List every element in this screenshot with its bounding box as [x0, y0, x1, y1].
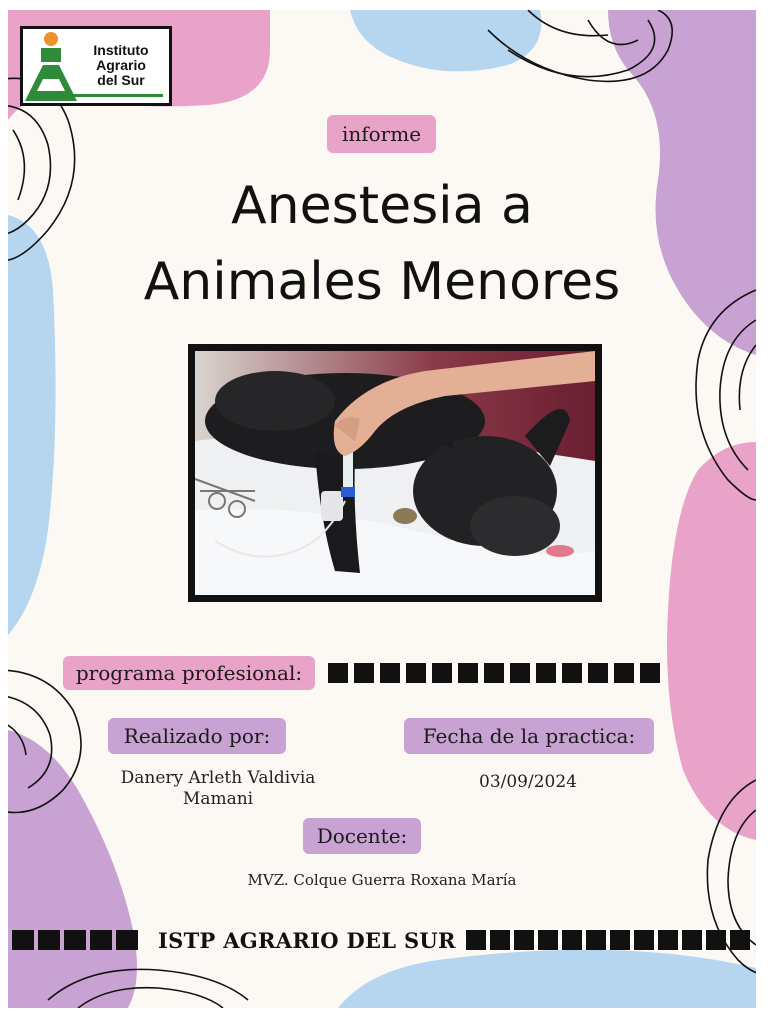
redaction-block	[510, 663, 530, 683]
footer-institution: ISTP AGRARIO DEL SUR	[158, 928, 456, 953]
author-name-line-1: Danery Arleth Valdivia	[120, 768, 316, 788]
logo-strip	[29, 94, 163, 97]
program-value-redacted	[328, 663, 660, 683]
redaction-block	[380, 663, 400, 683]
redaction-block	[538, 930, 558, 950]
redaction-block	[406, 663, 426, 683]
redaction-block	[354, 663, 374, 683]
redaction-block	[586, 930, 606, 950]
redaction-block	[562, 930, 582, 950]
author-name	[88, 768, 348, 810]
redaction-block	[514, 930, 534, 950]
redaction-block	[12, 930, 34, 950]
title-line-2: Animales Menores	[143, 252, 621, 312]
cover-page	[8, 10, 756, 1008]
footer-right-blocks	[466, 930, 750, 950]
redaction-block	[536, 663, 556, 683]
author-label: Realizado por:	[108, 718, 286, 754]
redaction-block	[640, 663, 660, 683]
cover-photo	[188, 344, 602, 602]
logo-line-1: Instituto	[93, 42, 149, 58]
redaction-block	[38, 930, 60, 950]
dog-anesthesia-photo-icon	[195, 351, 595, 595]
author-name-line-2: Mamani	[182, 789, 254, 809]
redaction-block	[562, 663, 582, 683]
redaction-block	[610, 930, 630, 950]
logo-text	[81, 43, 161, 88]
pink-blob-right	[667, 442, 756, 840]
redaction-block	[706, 930, 726, 950]
program-label: programa profesional:	[63, 656, 315, 690]
redaction-block	[116, 930, 138, 950]
redaction-block	[90, 930, 112, 950]
logo-line-3: del Sur	[97, 72, 145, 88]
logo-line-2: Agrario	[96, 57, 146, 73]
redaction-block	[682, 930, 702, 950]
teacher-label: Docente:	[303, 818, 421, 854]
redaction-block	[588, 663, 608, 683]
redaction-block	[328, 663, 348, 683]
redaction-block	[730, 930, 750, 950]
redaction-block	[458, 663, 478, 683]
date-label: Fecha de la practica:	[404, 718, 654, 754]
institute-logo	[20, 26, 172, 106]
redaction-block	[490, 930, 510, 950]
report-tag: informe	[327, 115, 436, 153]
redaction-block	[614, 663, 634, 683]
redaction-block	[658, 930, 678, 950]
redaction-block	[634, 930, 654, 950]
redaction-block	[466, 930, 486, 950]
teacher-name: MVZ. Colque Guerra Roxana María	[247, 871, 517, 889]
redaction-block	[484, 663, 504, 683]
blue-blob-bottom	[338, 950, 756, 1008]
logo-emblem-icon	[25, 31, 77, 101]
blue-blob-top	[350, 10, 541, 71]
practice-date: 03/09/2024	[479, 772, 577, 792]
redaction-block	[432, 663, 452, 683]
title-line-1: Anestesia a	[231, 176, 533, 236]
redaction-block	[64, 930, 86, 950]
footer-left-blocks	[12, 930, 138, 950]
